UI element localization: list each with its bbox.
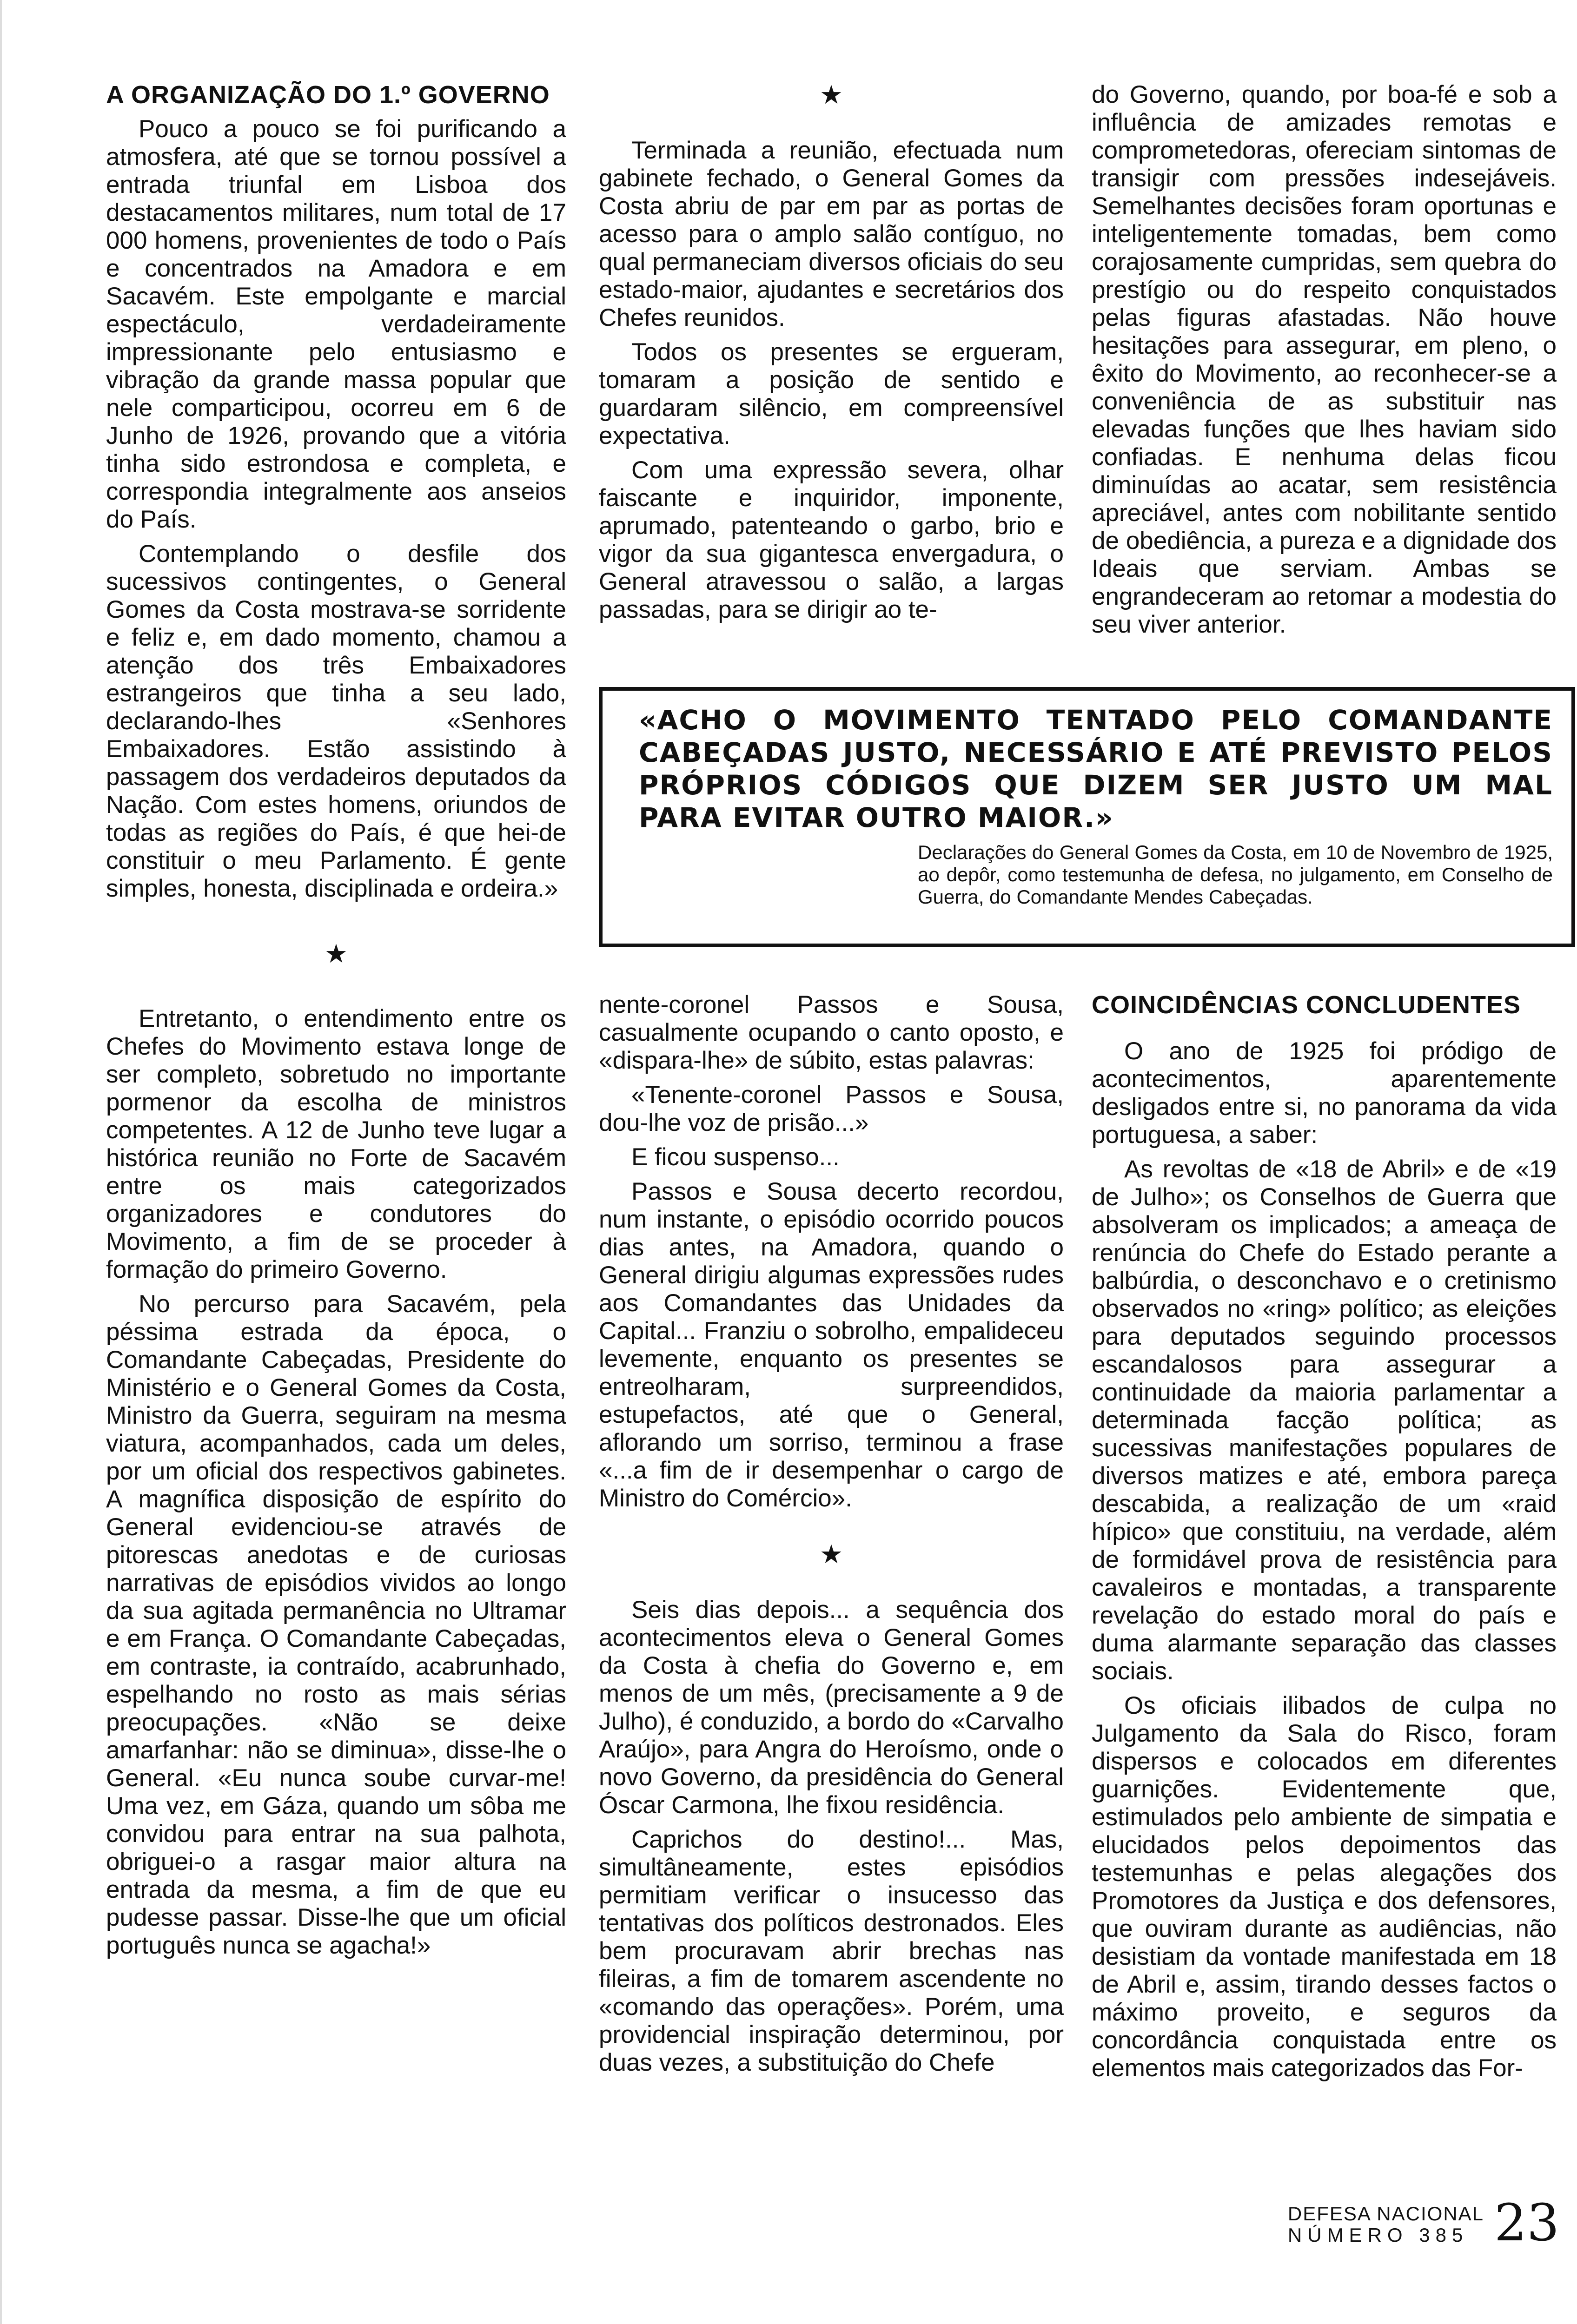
issue-number: NÚMERO 385 xyxy=(1287,2224,1469,2246)
column-2-bottom xyxy=(599,991,1064,2083)
paragraph: Passos e Sousa decerto recordou, num instante, o episódio ocorrido poucos dias antes, na Amadora, quando o General dirigiu algumas expressões rudes aos Comandantes das Unidades da Capital... Franziu o sobrolho, empalideceu levemente, enquanto os presentes se entreolharam, surpreendidos, estupefactos, até que o General, aflorando um sorriso, terminou a frase «...a fim de ir desempenhar o cargo de Ministro do Comércio». xyxy=(599,1178,1064,1512)
pull-quote-attribution: Declarações do General Gomes da Costa, em 10 de Novembro de 1925, ao depôr, como testemunha de defesa, no julgamento, em Conselho de Guerra, do Comandante Mendes Cabeçadas. xyxy=(918,841,1553,908)
paragraph: Com uma expressão severa, olhar faiscante e inquiridor, imponente, aprumado, patenteando o garbo, brio e vigor da sua gigantesca envergadura, o General atravessou o salão, a largas passadas, para se dirigir ao te- xyxy=(599,456,1064,623)
column-1 xyxy=(106,81,566,1966)
column-3-top xyxy=(1092,81,1557,645)
paragraph: O ano de 1925 foi pródigo de acontecimentos, aparentemente desligados entre si, no panorama da vida portuguesa, a saber: xyxy=(1092,1037,1557,1149)
paragraph: Caprichos do destino!... Mas, simultâneamente, estes episódios permitiam verificar o insucesso das tentativas dos políticos destronados. Eles bem procuravam abrir brechas nas fileiras, a fim de tomarem ascendente no «comando das operações». Porém, uma providencial inspiração determinou, por duas vezes, a substituição do Chefe xyxy=(599,1826,1064,2076)
paragraph: Pouco a pouco se foi purificando a atmosfera, até que se tornou possível a entrada triunfal em Lisboa dos destacamentos militares, num total de 17 000 homens, provenientes de todo o País e concentrados na Amadora e em Sacavém. Este empolgante e marcial espectáculo, verdadeiramente impressionante pelo entusiasmo e vibração da grande massa popular que nele comparticipou, ocorreu em 6 de Junho de 1926, provando que a vitória tinha sido estrondosa e completa, e correspondia integralmente aos anseios do País. xyxy=(106,115,566,533)
paragraph: E ficou suspenso... xyxy=(631,1143,840,1171)
page-footer xyxy=(1287,2193,1559,2252)
page-number: 23 xyxy=(1494,2193,1559,2252)
star-separator-icon: ★ xyxy=(819,80,843,109)
section-heading-first-government: A ORGANIZAÇÃO DO 1.º GOVERNO xyxy=(106,81,550,109)
paragraph: As revoltas de «18 de Abril» e de «19 de Julho»; os Conselhos de Guerra que absolveram os implicados; a ameaça de renúncia do Chefe do Estado perante a balbúrdia, o desconchavo e o cretinismo observados no «ring» político; as eleições para deputados seguindo processos escandalosos para assegurar a continuidade da maioria parlamentar a determinada facção política; as sucessivas manifestações populares de diversos matizes e até, embora pareça descabida, a realização de um «raid hípico» que constituiu, na verdade, além de formidável prova de resistência para cavaleiros e montadas, a transparente revelação do estado moral do país e duma alarmante separação das classes sociais. xyxy=(1092,1155,1557,1685)
paragraph: do Governo, quando, por boa-fé e sob a influência de amizades remotas e comprometedoras, ofereciam sintomas de transigir com pressões indesejáveis. Semelhantes decisões foram oportunas e inteligentemente tomadas, bem como corajosamente cumpridas, sem quebra do prestígio ou do respeito conquistados pelas figuras afastadas. Não houve hesitações para assegurar, em pleno, o êxito do Movimento, ao reconhecer-se a conveniência de as substituir nas elevadas funções que lhes haviam sido confiadas. E nenhuma delas ficou diminuídas ao acatar, sem resistência apreciável, antes com nobilitante sentido de obediência, a pureza e a dignidade dos Ideais que serviam. Ambas se engrandeceram ao retomar a modestia do seu viver anterior. xyxy=(1092,81,1557,638)
star-separator-icon: ★ xyxy=(324,939,348,968)
paragraph: Seis dias depois... a sequência dos acontecimentos eleva o General Gomes da Costa à chefia do Governo e, em menos de um mês, (precisamente a 9 de Julho), é conduzido, a bordo do «Carvalho Araújo», para Angra do Heroísmo, onde o novo Governo, da presidência do General Óscar Carmona, lhe fixou residência. xyxy=(599,1596,1064,1819)
paragraph: Os oficiais ilibados de culpa no Julgamento da Sala do Risco, foram dispersos e colocados em diferentes guarnições. Evidentemente que, estimulados pelo ambiente de simpatia e elucidados pelos depoimentos das testemunhas e pelas alegações dos Promotores da Justiça e dos defensores, que ouviram durante as audiências, não desistiam da vontade manifestada em 18 de Abril e, assim, tirando desses factos o máximo proveito, e seguros da concordância conquistada entre os elementos mais categorizados das For- xyxy=(1092,1692,1557,2082)
paragraph: Contemplando o desfile dos sucessivos contingentes, o General Gomes da Costa mostrava-se sorridente e feliz e, em dado momento, chamou a atenção dos três Embaixadores estrangeiros que tinha a seu lado, declarando-lhes «Senhores Embaixadores. Estão assistindo à passagem dos verdadeiros deputados da Nação. Com estes homens, oriundos de todas as regiões do País, é que hei-de constituir o meu Parlamento. É gente simples, honesta, disciplinada e ordeira.» xyxy=(106,540,566,902)
star-separator-icon: ★ xyxy=(819,1539,843,1569)
pull-quote-box xyxy=(599,687,1575,947)
paragraph: Entretanto, o entendimento entre os Chefes do Movimento estava longe de ser completo, sobretudo no importante pormenor da escolha de ministros competentes. A 12 de Junho teve lugar a histórica reunião no Forte de Sacavém entre os mais categorizados organizadores e condutores do Movimento, a fim de se proceder à formação do primeiro Governo. xyxy=(106,1005,566,1283)
paragraph: No percurso para Sacavém, pela péssima estrada da época, o Comandante Cabeçadas, Presidente do Ministério e o General Gomes da Costa, Ministro da Guerra, seguiram na mesma viatura, acompanhados, cada um deles, por um oficial dos respectivos gabinetes. A magnífica disposição de espírito do General evidenciou-se através de pitorescas anedotas e de curiosas narrativas de episódios vividos ao longo da sua agitada permanência no Ultramar e em França. O Comandante Cabeçadas, em contraste, ia contraído, acabrunhado, espelhando no rosto as mais sérias preocupações. «Não se deixe amarfanhar: não se diminua», disse-lhe o General. «Eu nunca soube curvar-me! Uma vez, em Gáza, quando um sôba me convidou para entrar na sua palhota, obriguei-o a rasgar maior altura na entrada da mesma, a fim de que eu pudesse passar. Disse-lhe que um oficial português nunca se agacha!» xyxy=(106,1290,566,1959)
quoted-speech: «Tenente-coronel Passos e Sousa, dou-lhe voz de prisão...» xyxy=(599,1081,1064,1136)
column-3-bottom xyxy=(1092,991,1557,2089)
pull-quote-text: «ACHO O MOVIMENTO TENTADO PELO COMANDANTE CABEÇADAS JUSTO, NECESSÁRIO E ATÉ PREVISTO PELOS PRÓPRIOS CÓDIGOS QUE DIZEM SER JUSTO UM MAL PARA EVITAR OUTRO MAIOR.» xyxy=(639,704,1553,833)
publication-name: DEFESA NACIONAL xyxy=(1287,2203,1484,2225)
paragraph: Terminada a reunião, efectuada num gabinete fechado, o General Gomes da Costa abriu de par em par as portas de acesso para o amplo salão contíguo, no qual permaneciam diversos oficiais do seu estado-maior, ajudantes e secretários dos Chefes reunidos. xyxy=(599,137,1064,331)
section-heading-coincidences: COINCIDÊNCIAS CONCLUDENTES xyxy=(1092,991,1521,1019)
paragraph: Todos os presentes se ergueram, tomaram a posição de sentido e guardaram silêncio, em compreensível expectativa. xyxy=(599,338,1064,449)
column-2-top xyxy=(599,81,1064,630)
footer-labels xyxy=(1288,2203,1484,2246)
paragraph: nente-coronel Passos e Sousa, casualmente ocupando o canto oposto, e «dispara-lhe» de súbito, estas palavras: xyxy=(599,991,1064,1074)
page-edge xyxy=(0,0,2,2324)
